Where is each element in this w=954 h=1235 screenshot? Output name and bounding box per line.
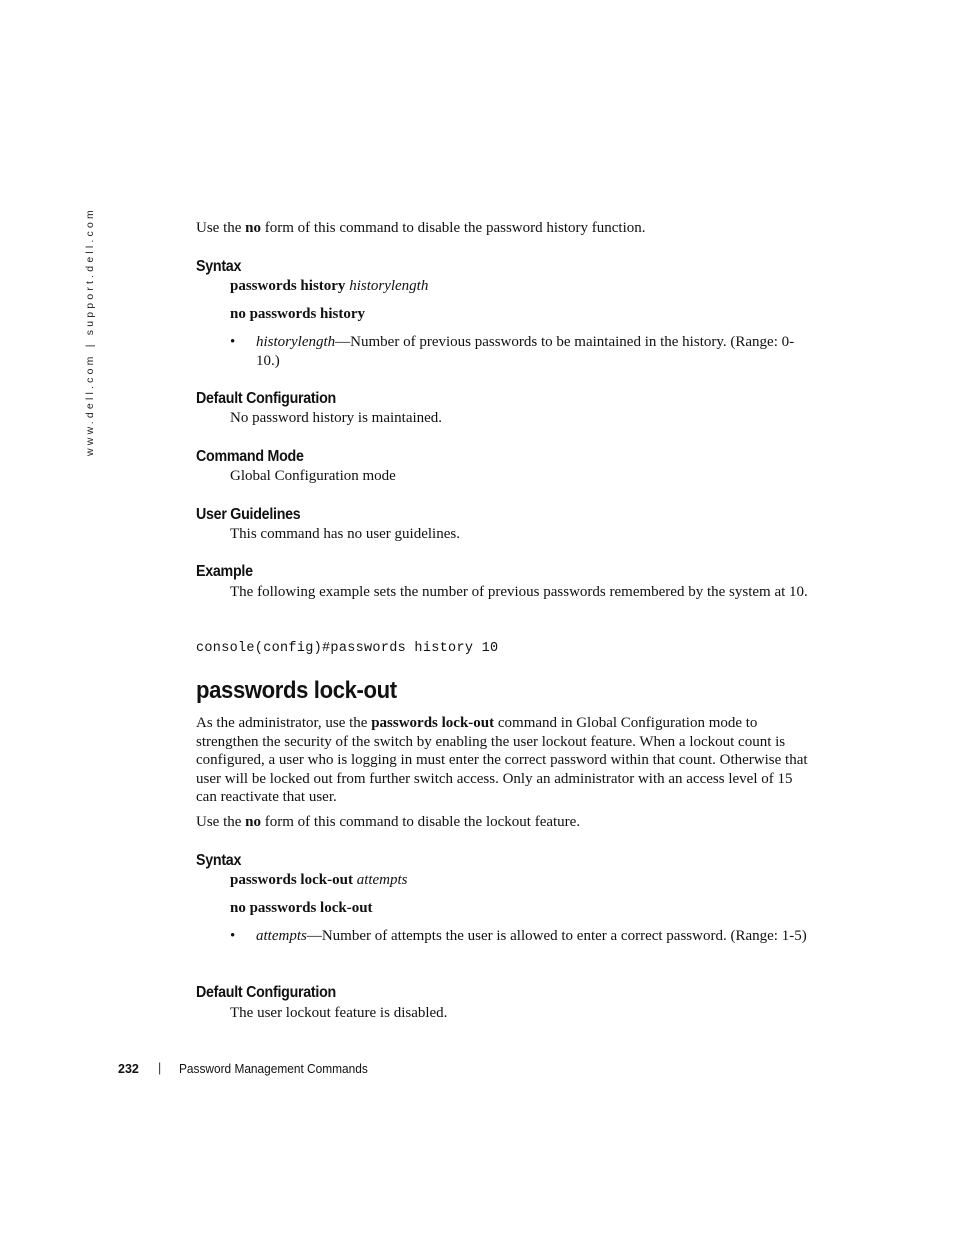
default-config-heading: Default Configuration: [196, 984, 336, 1001]
example-code: console(config)#passwords history 10: [196, 641, 499, 656]
top-intro: Use the no form of this command to disable the password history function.: [196, 220, 646, 236]
syntax-line: passwords history historylength: [230, 278, 429, 294]
example-text: The following example sets the number of previous passwords remembered by the system at 10.: [230, 584, 808, 600]
syntax-heading: Syntax: [196, 852, 242, 869]
side-url: www.dell.com | support.dell.com: [84, 207, 96, 456]
command-mode-text: Global Configuration mode: [230, 468, 396, 484]
syntax-line: passwords lock-out attempts: [230, 872, 408, 888]
footer-separator: |: [158, 1061, 162, 1075]
page-number: 232: [118, 1062, 139, 1076]
syntax-heading: Syntax: [196, 258, 242, 275]
example-heading: Example: [196, 563, 253, 580]
bullet-icon: •: [230, 334, 236, 350]
syntax-line: no passwords history: [230, 306, 366, 322]
user-guidelines-text: This command has no user guidelines.: [230, 526, 460, 542]
command-mode-heading: Command Mode: [196, 448, 304, 465]
default-config-text: The user lockout feature is disabled.: [230, 1005, 448, 1021]
no-form-text: Use the no form of this command to disable the lockout feature.: [196, 814, 581, 830]
command-intro: As the administrator, use the passwords lock-out command in Global Configuration mode to strengthen the security of the switch by enabling the user lockout feature. When a lockout count is configured, a user who is logging in must enter the correct password within that count. Otherwise that user will be locked out from further switch access. Only an administrator with an access level of 15 can reactivate that user.: [196, 715, 808, 806]
command-title: passwords lock-out: [196, 677, 397, 704]
default-config-text: No password history is maintained.: [230, 410, 443, 426]
bullet-icon: •: [230, 928, 236, 944]
user-guidelines-heading: User Guidelines: [196, 506, 301, 523]
chapter-title: Password Management Commands: [179, 1062, 368, 1076]
default-config-heading: Default Configuration: [196, 390, 336, 407]
syntax-line: no passwords lock-out: [230, 900, 373, 916]
